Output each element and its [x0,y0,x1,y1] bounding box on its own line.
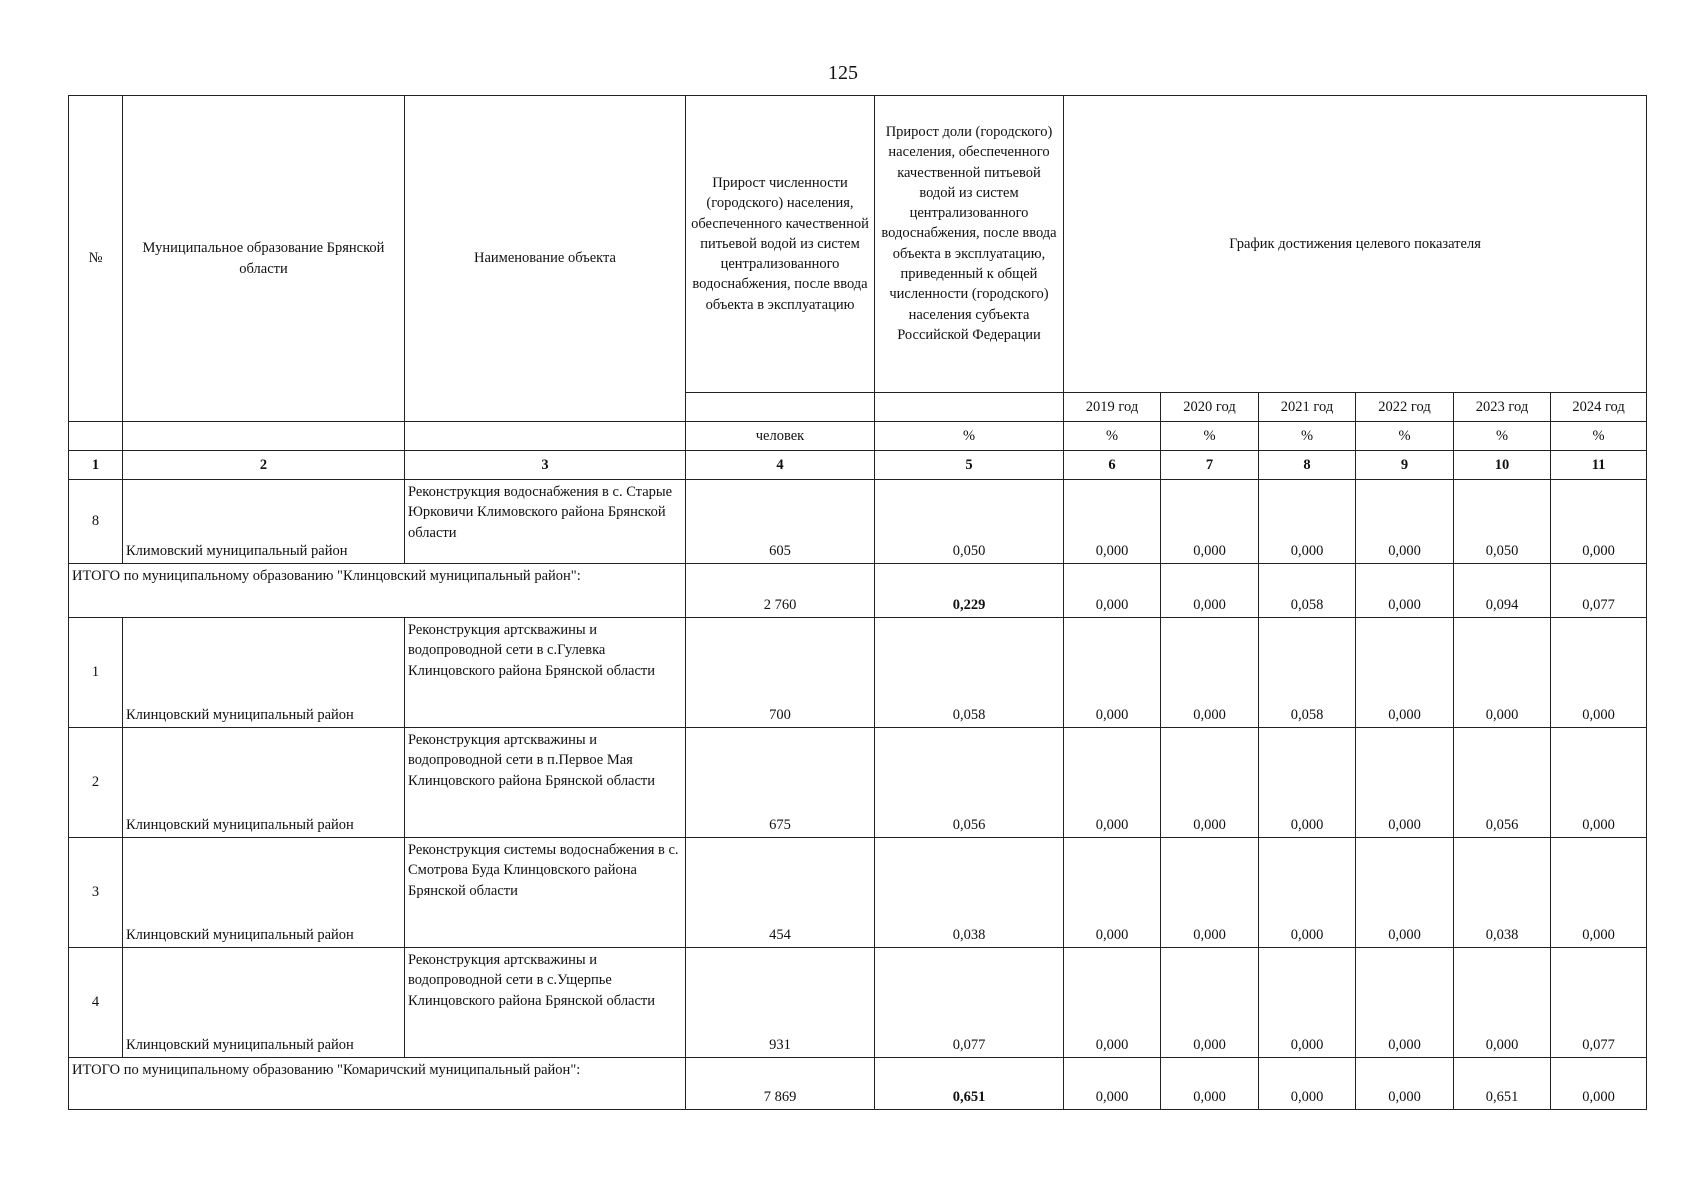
year-value-cell: 0,094 [1454,564,1551,618]
header-units-row [69,422,1647,451]
year-value-cell: 0,058 [1259,564,1356,618]
unit-year: % [1161,422,1259,451]
year-value-cell: 0,000 [1356,618,1454,728]
row-number: 2 [69,728,123,838]
year-value-cell: 0,000 [1161,838,1259,948]
header-row [69,96,1647,393]
year-value-cell: 0,000 [1161,480,1259,564]
year-value-cell: 0,000 [1356,838,1454,948]
year-value-cell: 0,000 [1064,1058,1161,1110]
municipality-cell: Клинцовский муниципальный район [123,728,405,838]
header-year-2023: 2023 год [1454,393,1551,422]
year-value-cell: 0,000 [1356,564,1454,618]
table-row [69,948,1647,1058]
year-value-cell: 0,077 [1551,948,1647,1058]
year-value-cell: 0,000 [1551,728,1647,838]
year-value-cell: 0,000 [1454,618,1551,728]
total-share-cell: 0,651 [875,1058,1064,1110]
total-label: ИТОГО по муниципальному образованию "Комаричский муниципальный район": [69,1058,686,1110]
year-value-cell: 0,000 [1551,480,1647,564]
year-value-cell: 0,000 [1356,1058,1454,1110]
object-name-cell: Реконструкция артскважины и водопроводной сети в с.Ущерпье Клинцовского района Брянской области [405,948,686,1058]
share-cell: 0,077 [875,948,1064,1058]
table-row [69,480,1647,564]
share-cell: 0,056 [875,728,1064,838]
year-value-cell: 0,038 [1454,838,1551,948]
unit-population: человек [686,422,875,451]
header-year-2024: 2024 год [1551,393,1647,422]
population-cell: 700 [686,618,875,728]
header-year-2020: 2020 год [1161,393,1259,422]
year-value-cell: 0,000 [1551,1058,1647,1110]
year-value-cell: 0,000 [1356,948,1454,1058]
column-number: 4 [686,451,875,480]
header-schedule: График достижения целевого показателя [1064,96,1647,393]
population-cell: 454 [686,838,875,948]
column-number: 6 [1064,451,1161,480]
header-no: № [69,96,123,422]
total-population-cell: 7 869 [686,1058,875,1110]
object-name-cell: Реконструкция системы водоснабжения в с. Смотрова Буда Клинцовского района Брянской области [405,838,686,948]
population-cell: 605 [686,480,875,564]
column-number: 1 [69,451,123,480]
year-value-cell: 0,000 [1161,564,1259,618]
table-row [69,838,1647,948]
header-object: Наименование объекта [405,96,686,422]
unit-year: % [1356,422,1454,451]
column-numbers-row [69,451,1647,480]
year-value-cell: 0,000 [1161,1058,1259,1110]
object-name-cell: Реконструкция артскважины и водопроводной сети в с.Гулевка Клинцовского района Брянской области [405,618,686,728]
municipality-cell: Климовский муниципальный район [123,480,405,564]
population-cell: 675 [686,728,875,838]
column-number: 8 [1259,451,1356,480]
units-blank-2 [123,422,405,451]
total-row [69,1058,1647,1110]
header-share-growth: Прирост доли (городского) населения, обеспеченного качественной питьевой водой из систем централизованного водоснабжения, после ввода объекта в эксплуатацию, приведенный к общей численности (городского) населения субъекта Российской Федерации [875,96,1064,393]
share-cell: 0,058 [875,618,1064,728]
year-value-cell: 0,000 [1064,838,1161,948]
share-cell: 0,050 [875,480,1064,564]
column-number: 11 [1551,451,1647,480]
year-value-cell: 0,000 [1259,480,1356,564]
column-number: 7 [1161,451,1259,480]
share-cell: 0,038 [875,838,1064,948]
header-population-blank [686,393,875,422]
total-row [69,564,1647,618]
column-number: 3 [405,451,686,480]
column-number: 2 [123,451,405,480]
units-blank-1 [69,422,123,451]
unit-share: % [875,422,1064,451]
header-share-blank [875,393,1064,422]
table-row [69,618,1647,728]
year-value-cell: 0,000 [1161,948,1259,1058]
header-population-growth: Прирост численности (городского) населения, обеспеченного качественной питьевой водой из систем централизованного водоснабжения, после ввода объекта в эксплуатацию [686,96,875,393]
year-value-cell: 0,000 [1551,838,1647,948]
page-number: 125 [828,62,858,84]
year-value-cell: 0,000 [1551,618,1647,728]
unit-year: % [1259,422,1356,451]
year-value-cell: 0,058 [1259,618,1356,728]
unit-year: % [1551,422,1647,451]
object-name-cell: Реконструкция водоснабжения в с. Старые Юрковичи Климовского района Брянской области [405,480,686,564]
year-value-cell: 0,056 [1454,728,1551,838]
row-number: 3 [69,838,123,948]
column-number: 10 [1454,451,1551,480]
table-row [69,728,1647,838]
year-value-cell: 0,000 [1356,480,1454,564]
year-value-cell: 0,000 [1454,948,1551,1058]
row-number: 1 [69,618,123,728]
municipality-cell: Клинцовский муниципальный район [123,948,405,1058]
target-indicator-table [68,95,1647,1110]
year-value-cell: 0,000 [1356,728,1454,838]
column-number: 5 [875,451,1064,480]
year-value-cell: 0,000 [1259,1058,1356,1110]
unit-year: % [1454,422,1551,451]
population-cell: 931 [686,948,875,1058]
year-value-cell: 0,000 [1259,728,1356,838]
year-value-cell: 0,000 [1161,728,1259,838]
object-name-cell: Реконструкция артскважины и водопроводной сети в п.Первое Мая Клинцовского района Брянской области [405,728,686,838]
header-municipality: Муниципальное образование Брянской области [123,96,405,422]
header-year-2021: 2021 год [1259,393,1356,422]
column-number: 9 [1356,451,1454,480]
total-label: ИТОГО по муниципальному образованию "Клинцовский муниципальный район": [69,564,686,618]
year-value-cell: 0,651 [1454,1058,1551,1110]
municipality-cell: Клинцовский муниципальный район [123,838,405,948]
header-year-2022: 2022 год [1356,393,1454,422]
year-value-cell: 0,000 [1064,728,1161,838]
year-value-cell: 0,050 [1454,480,1551,564]
year-value-cell: 0,000 [1064,564,1161,618]
year-value-cell: 0,077 [1551,564,1647,618]
header-year-2019: 2019 год [1064,393,1161,422]
municipality-cell: Клинцовский муниципальный район [123,618,405,728]
year-value-cell: 0,000 [1161,618,1259,728]
row-number: 8 [69,480,123,564]
total-population-cell: 2 760 [686,564,875,618]
year-value-cell: 0,000 [1259,838,1356,948]
year-value-cell: 0,000 [1064,618,1161,728]
unit-year: % [1064,422,1161,451]
total-share-cell: 0,229 [875,564,1064,618]
row-number: 4 [69,948,123,1058]
units-blank-3 [405,422,686,451]
year-value-cell: 0,000 [1064,480,1161,564]
year-value-cell: 0,000 [1259,948,1356,1058]
year-value-cell: 0,000 [1064,948,1161,1058]
